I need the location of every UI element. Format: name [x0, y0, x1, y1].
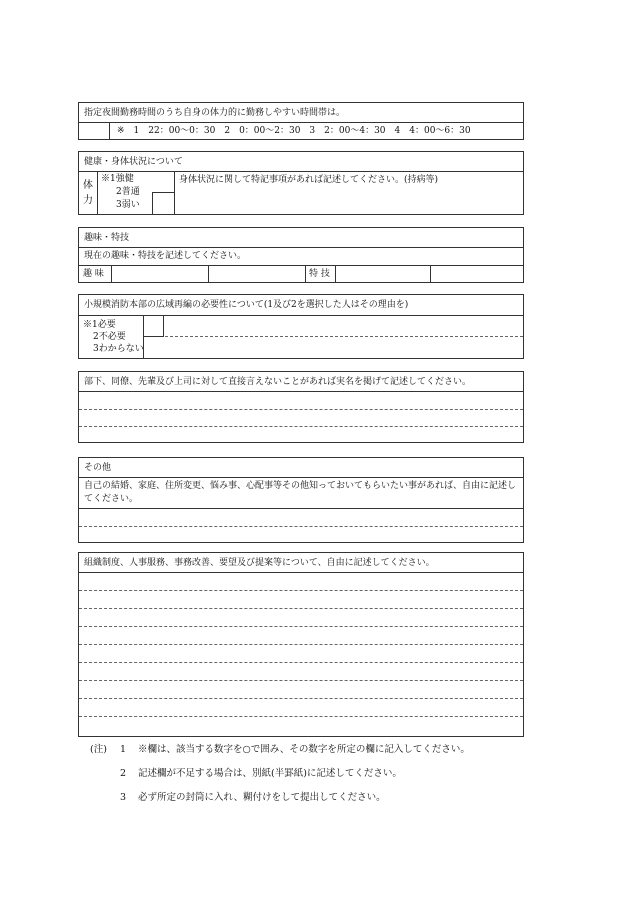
health-label-1: 体	[83, 180, 93, 191]
skill-field-2[interactable]	[431, 266, 523, 283]
hobby-prompt: 現在の趣味・特技を記述してください。	[84, 251, 247, 261]
coworkers-section	[78, 371, 524, 443]
note-3-number: 3	[120, 792, 127, 803]
health-label-2: 力	[83, 195, 93, 206]
notes-label: (注)	[90, 744, 107, 755]
divider	[305, 265, 306, 282]
hobby-field-2[interactable]	[209, 266, 305, 283]
reorg-title: 小規模消防本部の広域再編の必要性について(1及び2を選択した人はその理由を)	[84, 300, 409, 310]
health-title: 健康・身体状況について	[84, 157, 183, 167]
hobby-title: 趣味・特技	[84, 233, 130, 243]
health-answer-box[interactable]	[152, 192, 175, 215]
skill-label: 特 技	[309, 269, 330, 279]
coworkers-field[interactable]	[79, 392, 523, 442]
divider	[79, 477, 523, 478]
note-1-number: 1	[120, 744, 127, 755]
reorg-option-2: 2不必要	[93, 332, 126, 342]
reorg-option-1: ※1必要	[83, 320, 116, 330]
other-title: その他	[84, 463, 112, 473]
divider	[79, 247, 523, 248]
reorg-reason-field[interactable]	[165, 316, 523, 358]
skill-field-1[interactable]	[336, 266, 430, 283]
health-option-2: 2普通	[116, 187, 140, 197]
reorg-section	[78, 294, 524, 359]
other-prompt: 自己の結婚、家庭、住所変更、悩み事、心配事等その他知っておいてもらいたい事があれば、自由に記述してください。	[84, 481, 517, 504]
hobby-section	[78, 227, 524, 283]
hobby-field-1[interactable]	[112, 266, 208, 283]
divider	[97, 171, 98, 214]
organization-title: 組織制度、人事服務、事務改善、要望及び提案等について、自由に記述してください。	[84, 558, 435, 568]
note-3-text: 必ず所定の封筒に入れ、糊付けをして提出してください。	[138, 792, 386, 803]
divider	[143, 336, 164, 337]
night-shift-answer-field[interactable]	[79, 122, 110, 139]
coworkers-title: 部下、同僚、先輩及び上司に対して直接言えないことがあれば実名を掲げて記述してください。	[84, 377, 472, 387]
night-shift-section	[78, 102, 524, 140]
divider	[79, 122, 523, 123]
note-1-text: ※欄は、該当する数字を○で囲み、その数字を所定の欄に記入してください。	[138, 744, 470, 755]
night-shift-title: 指定夜間勤務時間のうち自身の体力的に勤務しやすい時間帯は。	[84, 108, 346, 118]
health-remarks-field[interactable]	[175, 186, 523, 214]
other-field[interactable]	[79, 509, 523, 542]
organization-section	[78, 552, 524, 737]
note-2-number: 2	[120, 768, 127, 779]
reorg-bracket	[143, 336, 164, 358]
health-option-3: 3弱い	[116, 200, 140, 210]
reorg-option-3: 3わからない	[93, 344, 144, 354]
health-remarks-prompt: 身体状況に関して特記事項があれば記述してください。(持病等)	[179, 175, 439, 185]
reorg-answer-box[interactable]	[143, 315, 164, 337]
night-shift-options: ※ 1 22：00～0：30 2 0：00～2：30 3 2：00～4：30 4 4：00～6：30	[117, 126, 471, 136]
health-option-1: ※1強健	[101, 174, 134, 184]
health-section	[78, 151, 524, 215]
other-section	[78, 457, 524, 543]
hobby-label: 趣 味	[83, 269, 104, 279]
divider	[79, 171, 523, 172]
organization-field[interactable]	[79, 573, 523, 736]
note-2-text: 記述欄が不足する場合は、別紙(半罫紙)に記述してください。	[138, 768, 402, 779]
